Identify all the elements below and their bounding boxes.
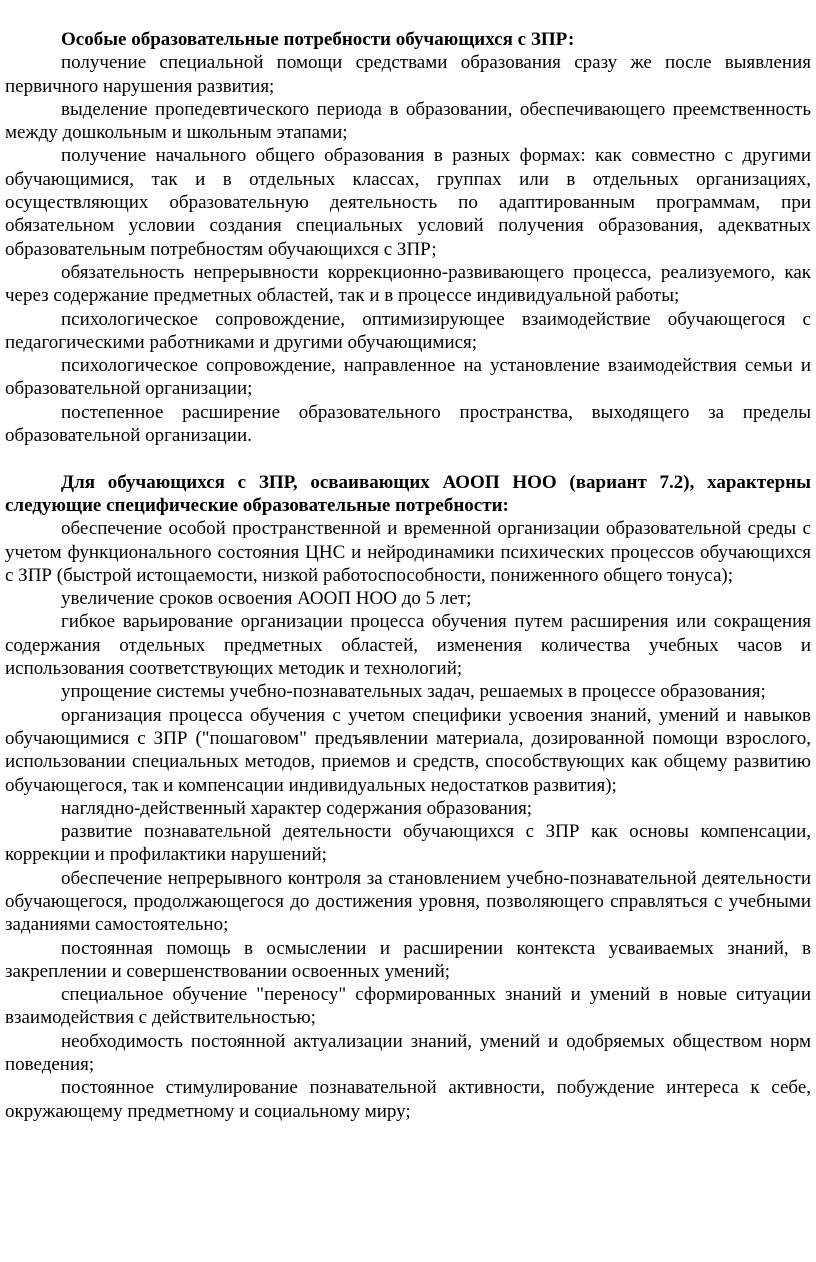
paragraph: обеспечение непрерывного контроля за становлением учебно-познавательной деятельности обучающегося, продолжающегося до достижения уровня, позволяющего справляться с учебными заданиями самостоятельно;: [5, 867, 811, 936]
paragraph: наглядно-действенный характер содержания образования;: [61, 797, 533, 819]
section-special-needs: [5, 28, 811, 447]
paragraph: постоянная помощь в осмыслении и расширении контекста усваиваемых знаний, в закреплении и совершенствовании освоенных умений;: [5, 937, 811, 982]
paragraph: получение начального общего образования в разных формах: как совместно с другими обучающимися, так и в отдельных классах, группах или в отдельных организациях, осуществляющих образовательную деятельность по адаптированным программам, при обязательном условии создания специальных условий получения образования, адекватных образовательным потребностям обучающихся с ЗПР;: [5, 145, 811, 260]
paragraph: гибкое варьирование организации процесса обучения путем расширения или сокращения содержания отдельных предметных областей, изменения количества учебных часов и использования соответствующих методик и технологий;: [5, 611, 811, 680]
paragraph: развитие познавательной деятельности обучающихся с ЗПР как основы компенсации, коррекции и профилактики нарушений;: [5, 821, 811, 866]
paragraph: постепенное расширение образовательного пространства, выходящего за пределы образовательной организации.: [5, 401, 811, 447]
paragraph: получение специальной помощи средствами образования сразу же после выявления первичного нарушения развития;: [5, 52, 811, 97]
section-divider: [5, 447, 811, 470]
paragraph: постоянное стимулирование познавательной активности, побуждение интереса к себе, окружающему предметному и социальному миру;: [5, 1077, 811, 1122]
section-heading: Особые образовательные потребности обучающихся с ЗПР:: [61, 29, 575, 50]
paragraph: обязательность непрерывности коррекционно-развивающего процесса, реализуемого, как через содержание предметных областей, так и в процессе индивидуальной работы;: [5, 261, 811, 307]
paragraph: необходимость постоянной актуализации знаний, умений и одобряемых обществом норм поведения;: [5, 1030, 811, 1076]
paragraph: увеличение сроков освоения АООП НОО до 5 лет;: [61, 588, 472, 610]
paragraph: выделение пропедевтического периода в образовании, обеспечивающего преемственность между дошкольным и школьным этапами;: [5, 98, 811, 144]
paragraph: специальное обучение "переносу" сформированных знаний и умений в новые ситуации взаимодействия с действительностью;: [5, 984, 811, 1029]
paragraph: психологическое сопровождение, оптимизирующее взаимодействие обучающегося с педагогическими работниками и другими обучающимися;: [5, 308, 811, 353]
paragraph: обеспечение особой пространственной и временной организации образовательной среды с учетом функционального состояния ЦНС и нейродинамики психических процессов обучающихся с ЗПР (быстрой истощаемости, низкой работоспособности, пониженного общего тонуса);: [5, 518, 811, 586]
section-heading: Для обучающихся с ЗПР, осваивающих АООП НОО (вариант 7.2), характерны следующие специфические образовательные потребности:: [5, 471, 811, 516]
section-variant-7-2: [5, 471, 811, 1123]
paragraph: психологическое сопровождение, направленное на установление взаимодействия семьи и образовательной организации;: [5, 355, 811, 400]
paragraph: организация процесса обучения с учетом специфики усвоения знаний, умений и навыков обучающимися с ЗПР ("пошаговом" предъявлении материала, дозированной помощи взрослого, использовании специальных методов, приемов и средств, способствующих как общему развитию обучающегося, так и компенсации индивидуальных недостатков развития);: [5, 704, 811, 796]
paragraph: упрощение системы учебно-познавательных задач, решаемых в процессе образования;: [61, 681, 766, 703]
